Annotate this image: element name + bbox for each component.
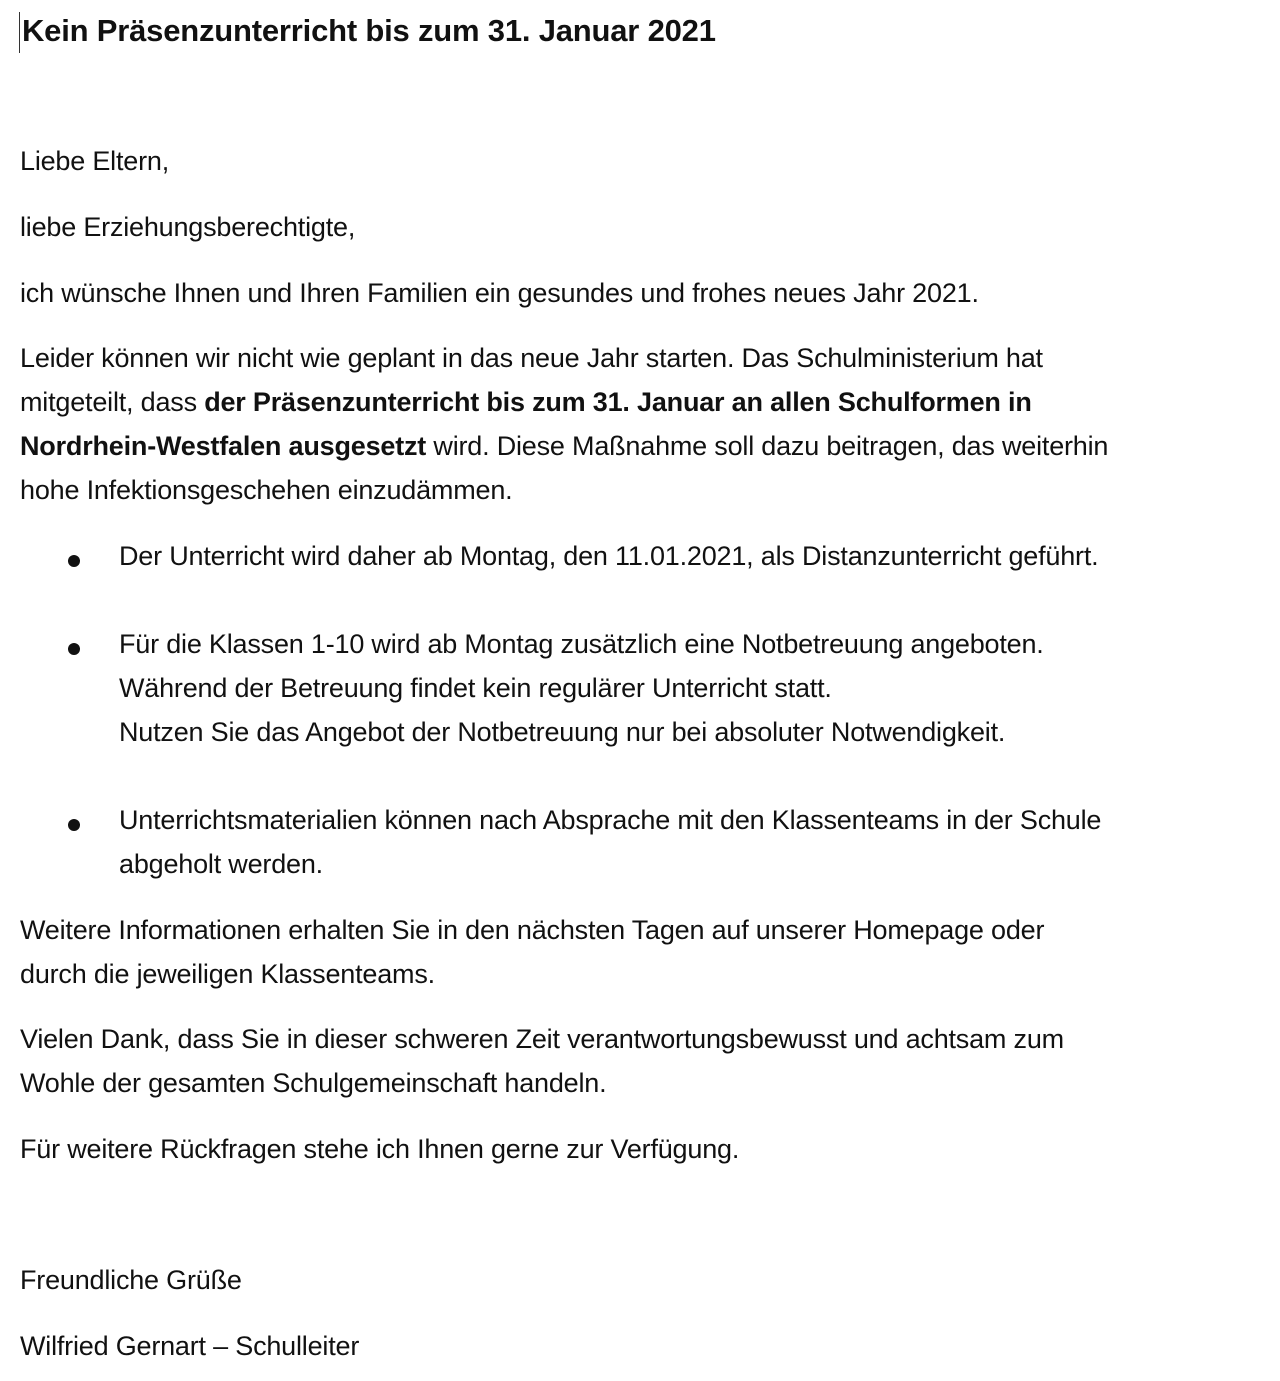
bullet-notbetreuung-line-2: Während der Betreuung findet kein regulärer Unterricht statt. [119, 673, 832, 703]
intro-line-2 [20, 380, 1032, 424]
thanks-line-1: Vielen Dank, dass Sie in dieser schweren Zeit verantwortungsbewusst und achtsam zum [20, 1024, 1064, 1054]
intro-line-1: Leider können wir nicht wie geplant in das neue Jahr starten. Das Schulministerium hat [20, 343, 1043, 373]
intro-line-3-bold: Nordrhein-Westfalen ausgesetzt [20, 431, 427, 461]
intro-line-3-plain: wird. Diese Maßnahme soll dazu beitragen, das weiterhin [426, 431, 1109, 461]
salutation-erziehungsberechtigte: liebe Erziehungsberechtigte, [20, 212, 356, 242]
intro-line-2-plain: mitgeteilt, dass [20, 387, 205, 417]
document-title: Kein Präsenzunterricht bis zum 31. Januar 2021 [22, 13, 716, 48]
bullet-materialien-line-2: abgeholt werden. [119, 849, 323, 879]
text-cursor [19, 12, 20, 53]
closing-greeting: Freundliche Grüße [20, 1265, 242, 1295]
bullet-dot [68, 819, 80, 831]
bullet-notbetreuung-line-1: Für die Klassen 1-10 wird ab Montag zusätzlich eine Notbetreuung angeboten. [119, 629, 1044, 659]
bullet-distanzunterricht: Der Unterricht wird daher ab Montag, den 11.01.2021, als Distanzunterricht geführt. [119, 541, 1099, 571]
intro-line-4: hohe Infektionsgeschehen einzudämmen. [20, 475, 513, 505]
bullet-notbetreuung-line-3: Nutzen Sie das Angebot der Notbetreuung nur bei absoluter Notwendigkeit. [119, 717, 1006, 747]
info-line-2: durch die jeweiligen Klassenteams. [20, 959, 435, 989]
bullet-dot [68, 643, 80, 655]
new-year-greeting: ich wünsche Ihnen und Ihren Familien ein gesundes und frohes neues Jahr 2021. [20, 278, 979, 308]
intro-line-3 [20, 424, 1108, 468]
intro-line-2-bold: der Präsenzunterricht bis zum 31. Januar an allen Schulformen in [204, 387, 1032, 417]
questions-line: Für weitere Rückfragen stehe ich Ihnen gerne zur Verfügung. [20, 1134, 740, 1164]
bullet-dot [68, 555, 80, 567]
signature: Wilfried Gernart – Schulleiter [20, 1331, 360, 1361]
thanks-line-2: Wohle der gesamten Schulgemeinschaft handeln. [20, 1068, 607, 1098]
info-line-1: Weitere Informationen erhalten Sie in den nächsten Tagen auf unserer Homepage oder [20, 915, 1045, 945]
salutation-eltern: Liebe Eltern, [20, 146, 169, 176]
bullet-materialien-line-1: Unterrichtsmaterialien können nach Absprache mit den Klassenteams in der Schule [119, 805, 1102, 835]
